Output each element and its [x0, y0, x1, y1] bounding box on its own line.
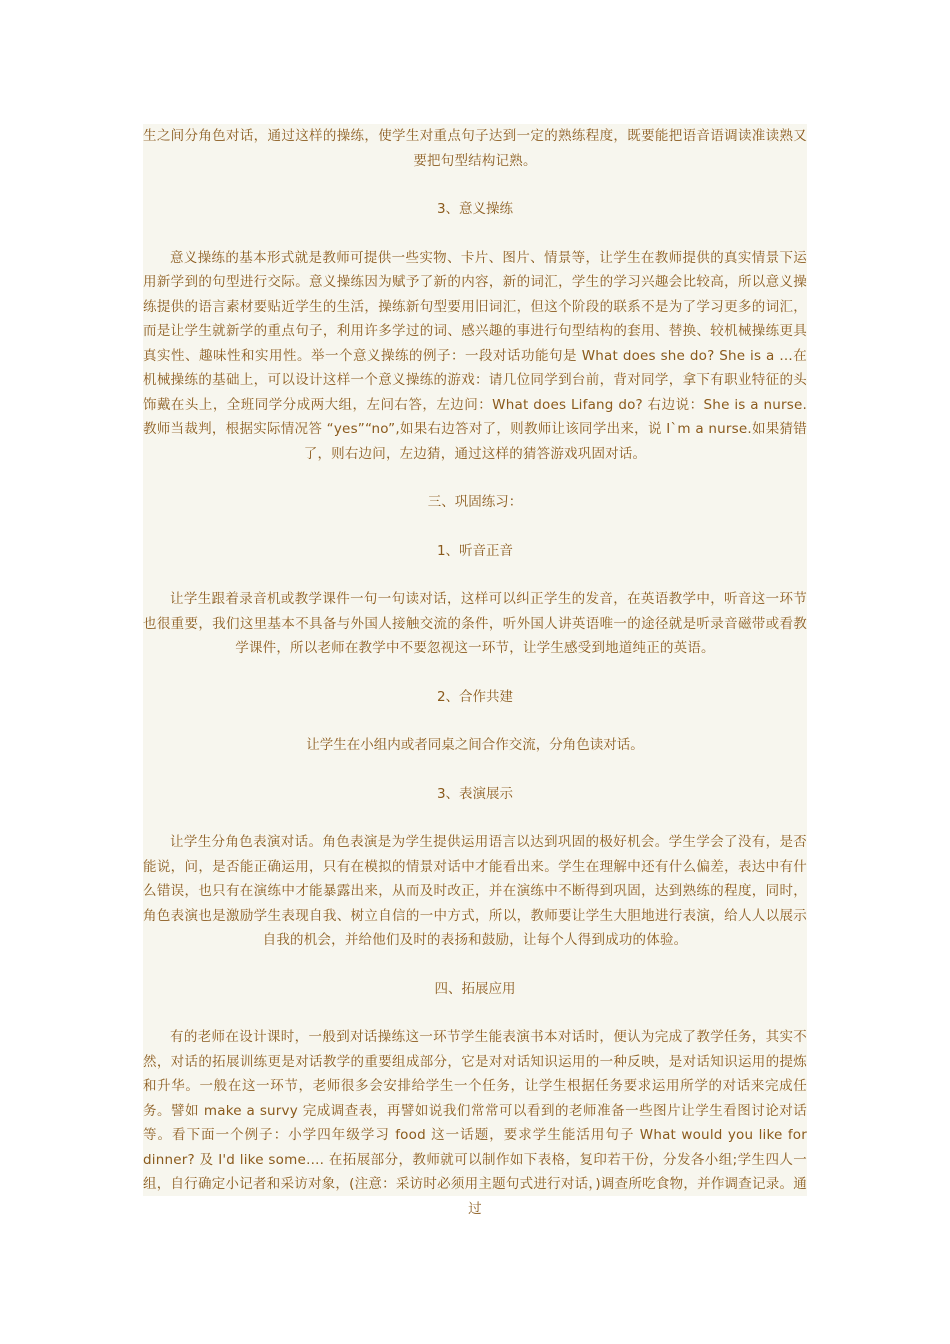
heading-cooperation: 2、合作共建 — [436, 688, 514, 705]
paragraph-listening: 让学生跟着录音机或教学课件一句一句读对话，这样可以纠正学生的发音，在英语教学中，听音这一环节也很重要，我们这里基本不具备与外国人接触交流的条件，听外国人讲英语唯一的途径就是听录音磁带或看教学课件，所以老师在教学中不要忽视这一环节，让学生感受到地道纯正的英语。 — [143, 591, 807, 656]
paragraph-cooperation: 让学生在小组内或者同桌之间合作交流，分角色读对话。 — [306, 737, 644, 753]
paragraph-meaning-drill: 意义操练的基本形式就是教师可提供一些实物、卡片、图片、情景等，让学生在教师提供的真实情景下运用新学到的句型进行交际。意义操练因为赋予了新的内容，新的词汇，学生的学习兴趣会比较高，所以意义操练提供的语言素材要贴近学生的生活，操练新句型要用旧词汇，但这个阶段的联系不是为了学习更多的词汇，而是让学生就新学的重点句子，利用许多学过的词、感兴趣的事进行句型结构的套用、替换、较机械操练更具真实性、趣味性和实用性。举一个意义操练的例子：一段对话功能句是 What does she do? She is a …在机械操练的基础上，可以设计这样一个意义操练的游戏：请几位同学到台前，背对同学，拿下有职业特征的头饰戴在头上，全班同学分成两大组，左问右答，左边问：What does Lifang do? 右边说：She is a nurse.教师当裁判，根据实际情况答 “yes”“no”,如果右边答对了，则教师让该同学出来，说 I`m a nurse.如果猜错了，则右边问，左边猜，通过这样的猜答游戏巩固对话。 — [143, 249, 807, 462]
spacer — [143, 709, 807, 733]
heading-extension: 四、拓展应用 — [434, 980, 516, 997]
spacer — [143, 661, 807, 685]
paragraph-extension: 有的老师在设计课时，一般到对话操练这一环节学生能表演书本对话时，便认为完成了教学任务，其实不然，对话的拓展训练更是对话教学的重要组成部分，它是对对话知识运用的一种反映，是对话知识运用的提炼和升华。一般在这一环节，老师很多会安排给学生一个任务，让学生根据任务要求运用所学的对话来完成任务。譬如 make a survy 完成调查表，再譬如说我们常常可以看到的老师准备一些图片让学生看图讨论对话等。看下面一个例子：小学四年级学习 food 这一话题，要求学生能活用句子 What would you like for dinner? 及 I'd like some…. 在拓展部分，教师就可以制作如下表格，复印若干份，分发各小组;学生四人一组，自行确定小记者和采访对象，(注意：采访时必须用主题句式进行对话，)调查所吃食物，并作调查记录。通过 — [143, 1029, 807, 1217]
spacer — [143, 1001, 807, 1025]
spacer — [143, 806, 807, 830]
spacer — [143, 953, 807, 977]
spacer — [143, 466, 807, 490]
spacer — [143, 758, 807, 782]
spacer — [143, 173, 807, 197]
heading-meaning-drill: 3、意义操练 — [436, 201, 514, 217]
document-page — [143, 124, 807, 1217]
heading-consolidation: 三、巩固练习： — [427, 494, 523, 510]
paragraph-intro-continued: 生之间分角色对话，通过这样的操练，使学生对重点句子达到一定的熟练程度，既要能把语音语调读准读熟又要把句型结构记熟。 — [143, 128, 807, 169]
spacer — [143, 222, 807, 246]
heading-listening: 1、听音正音 — [436, 542, 514, 559]
heading-performance: 3、表演展示 — [436, 785, 514, 802]
spacer — [143, 515, 807, 539]
spacer — [143, 563, 807, 587]
paragraph-performance: 让学生分角色表演对话。角色表演是为学生提供运用语言以达到巩固的极好机会。学生学会了没有，是否能说，问，是否能正确运用，只有在模拟的情景对话中才能看出来。学生在理解中还有什么偏差，表达中有什么错误，也只有在演练中才能暴露出来，从而及时改正，并在演练中不断得到巩固，达到熟练的程度，同时，角色表演也是激励学生表现自我、树立自信的一中方式，所以，教师要让学生大胆地进行表演，给人人以展示自我的机会，并给他们及时的表扬和鼓励，让每个人得到成功的体验。 — [143, 834, 807, 948]
